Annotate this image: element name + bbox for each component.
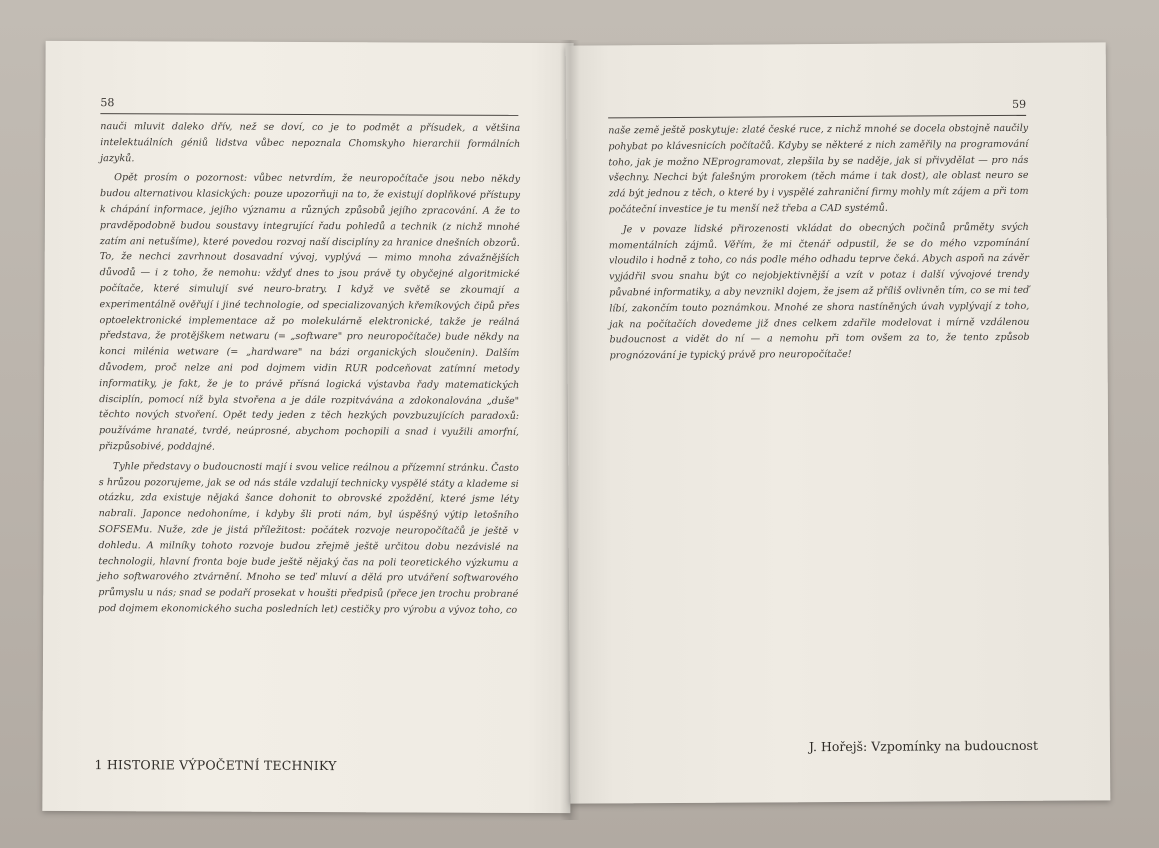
page-number: 59 [1012,97,1027,111]
paragraph: Je v povaze lidské přirozenosti vkládat do obecných počinů průměty svých momentálních zájmů. Věřím, že mi čtenář odpustil, že se do mého vzpomínání vloudilo i hodně z toho, co nás podle mého odhadu teprve čeká. Abych aspoň na závěr vyjádřil svou snahu být co nejobjektivnější a vzít v potaz i další vývojové trendy půvabné informatiky, a aby nevznikl dojem, že jsem až příliš ovlivněn tím, co se mi teď líbí, zakončím touto poznámkou. Mnohé ze shora nastíněných úvah vyplývají z toho, jak na počítačích dovedeme již dnes celkem zdařile modelovat i mírně vzdálenou budoucnost a vidět do ní — a nemohu při tom ovšem za to, že tento způsob prognózování je typický právě pro neuropočítače! [608,221,1030,362]
body-text [608,121,1029,365]
section-footer: 1 HISTORIE VÝPOČETNÍ TECHNIKY [94,757,337,774]
paragraph: Opět prosím o pozornost: vůbec netvrdím, že neuropočítače jsou nebo někdy budou alternativou klasických: pouze upozorňuji na to, že existují doplňkové přístupy k chápání informace, jejího významu a různých způsobů jejího zpracování. A že to pravděpodobně budou soustavy integrující řadu pohledů a technik (z nichž mnohé zatím ani netušíme), které povedou rozvoj naší disciplíny za hranice dnešních obzorů. To, že nechci zavrhnout dosavadní vývoj, vyplývá — mimo mnoha závažnějších důvodů — i z toho, že nemohu: vždyť dnes to jsou právě ty obyčejné algoritmické počítače, které simulují své neuro-bratry. I když ve světě se zkoumají a experimentálně ověřují i jiné technologie, od specializovaných křemíkových čipů přes optoelektronické implementace až po molekulárně elektronické, takže je reálná představa, že protějškem netwaru (= „software" pro neuropočítače) bude někdy na konci milénia wetware (= „hardware" na bázi organických sloučenin). Dalším důvodem, proč nelze ani pod dojmem vidin RUR podceňovat zatímní metody informatiky, je fakt, že je to právě přísná logická výstavba řady matematických disciplín, pomocí níž byla stvořena a je dále rozpitvávána a zdokonalována „duše" těchto nových stvoření. Opět tedy jeden z těch hezkých povzbuzujících paradoxů: používáme hranaté, tvrdé, neúprosné, abychom pochopili a snad i využili amorfní, přizpůsobivé, poddajné. [98,172,521,453]
page-number: 58 [100,96,115,110]
header-rule [608,115,1026,119]
left-page [42,41,573,813]
paragraph: nauči mluvit daleko dřív, než se doví, co je to podmět a přísudek, a většina intelektuálních géniů lidstva vůbec nepoznala Chomskyho hierarchii formálních jazyků. [100,121,521,164]
right-page [566,42,1111,803]
book-gutter [560,40,580,820]
chapter-footer: J. Hořejš: Vzpomínky na budoucnost [808,737,1039,755]
paragraph: Tyhle představy o budoucnosti mají i svou velice reálnou a přízemní stránku. Často s hrůzou pozorujeme, jak se od nás stále vzdalují technicky vyspělé státy a klademe si otázku, zda existuje nějaká šance dohonit to obrovské zpoždění, které jsme léty nabrali. Japonce nedohoníme, i kdyby šli proti nám, byl úspěšný výtip letošního SOFSEMu. Nuže, zde je jistá příležitost: počátek rozvoje neuropočítačů je ještě v dohledu. A milníky tohoto rozvoje budou zřejmě ještě určitou dobu nezávislé na technologii, hlavní fronta boje bude ještě nějaký čas na poli teoretického výzkumu a jeho softwarového ztvárnění. Mnoho se teď mluví a dělá pro utváření softwarového průmyslu u nás; snad se podaří prosekat v houšti předpisů (přece jen trochu probrané pod dojmem ekonomického sucha posledních let) cestičky pro výrobu a vývoz toho, co [98,460,519,616]
paragraph: naše země ještě poskytuje: zlaté české ruce, z nichž mnohé se docela obstojně naučily pohybat po klávesnicích počítačů. Kdyby se některé z nich zaměřily na programování toho, jak je možno NEprogramovat, zlepšila by se naděje, jak si přivydělat — pro nás všechny. Nechci být falešným prorokem (těch máme i tak dost), ale oblast neuro se zdá být jednou z těch, o které by i vyspělé zahraniční firmy mohly mít zájem a při tom počáteční investice je tu menší než třeba a CAD systémů. [608,122,1029,216]
header-rule [100,113,518,116]
body-text [98,119,520,619]
